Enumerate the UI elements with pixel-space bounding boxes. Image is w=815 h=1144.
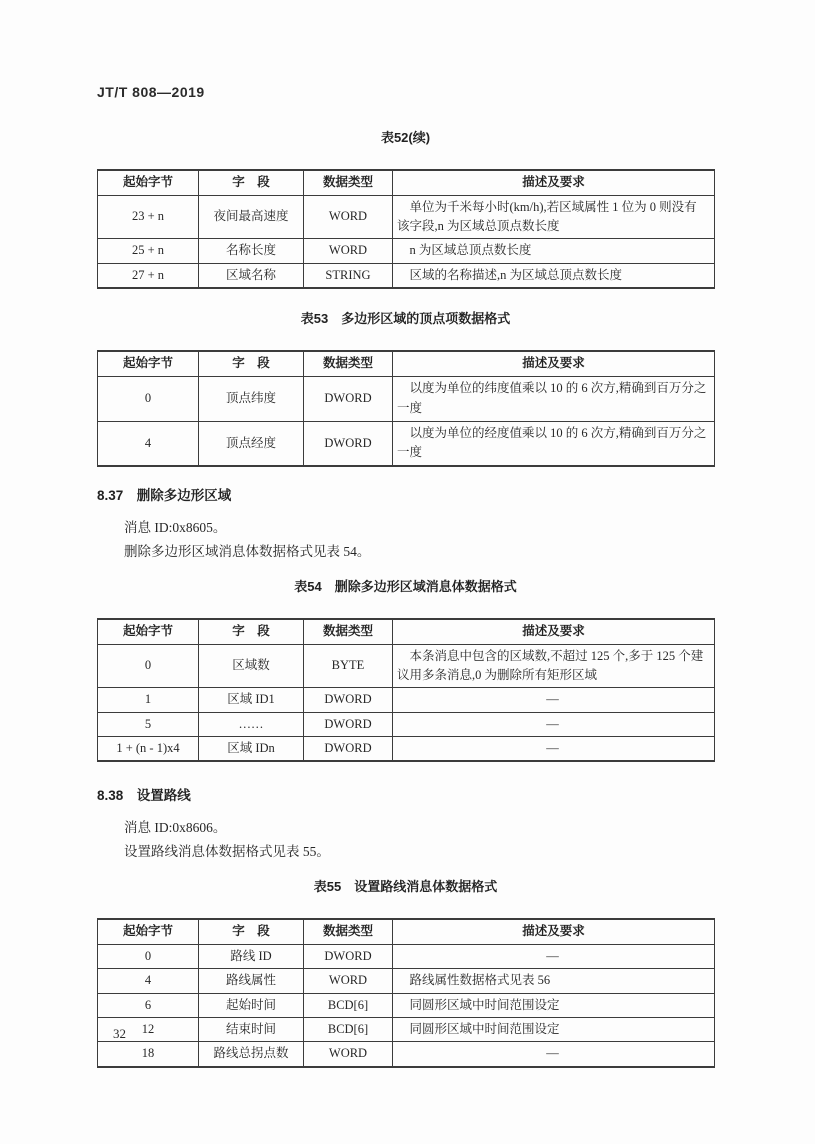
cell-data-type: WORD <box>304 1042 393 1067</box>
table-header-row <box>98 619 715 644</box>
cell-description: 以度为单位的经度值乘以 10 的 6 次方,精确到百万分之一度 <box>393 421 715 466</box>
cell-start-byte: 4 <box>98 969 199 993</box>
col-header-description: 描述及要求 <box>393 919 715 944</box>
cell-description: 以度为单位的纬度值乘以 10 的 6 次方,精确到百万分之一度 <box>393 376 715 421</box>
cell-start-byte: 27 + n <box>98 263 199 288</box>
table-54 <box>97 618 715 762</box>
table-row <box>98 688 715 712</box>
cell-start-byte: 0 <box>98 644 199 688</box>
cell-description: 同圆形区域中时间范围设定 <box>393 993 715 1017</box>
table-row <box>98 376 715 421</box>
cell-field: 名称长度 <box>199 239 304 263</box>
cell-field: 起始时间 <box>199 993 304 1017</box>
cell-start-byte: 5 <box>98 712 199 736</box>
cell-data-type: BYTE <box>304 644 393 688</box>
table52-title: 表52(续) <box>380 130 431 145</box>
section-heading-8-38: 8.38 设置路线 <box>97 788 191 804</box>
cell-data-type: STRING <box>304 263 393 288</box>
cell-data-type: WORD <box>304 239 393 263</box>
cell-data-type: BCD[6] <box>304 1018 393 1042</box>
cell-field: 区域 ID1 <box>199 688 304 712</box>
col-header-field: 字 段 <box>199 919 304 944</box>
message-id-paragraph: 消息 ID:0x8605。 <box>124 520 227 535</box>
col-header-field: 字 段 <box>199 619 304 644</box>
cell-description: 同圆形区域中时间范围设定 <box>393 1018 715 1042</box>
cell-description: — <box>393 944 715 968</box>
col-header-data-type: 数据类型 <box>304 351 393 376</box>
cell-field: 区域 IDn <box>199 737 304 762</box>
table55-title: 表55 设置路线消息体数据格式 <box>313 879 498 895</box>
table53-title: 表53 多边形区域的顶点项数据格式 <box>300 311 511 326</box>
table-header-row <box>98 351 715 376</box>
cell-start-byte: 23 + n <box>98 195 199 239</box>
table-row <box>98 263 715 288</box>
cell-data-type: WORD <box>304 195 393 239</box>
cell-field: 区域数 <box>199 644 304 688</box>
cell-field: 区域名称 <box>199 263 304 288</box>
cell-start-byte: 1 <box>98 688 199 712</box>
col-header-data-type: 数据类型 <box>304 619 393 644</box>
section-8-37-paragraphs <box>97 516 714 564</box>
cell-description: 单位为千米每小时(km/h),若区域属性 1 位为 0 则没有该字段,n 为区域总顶点数长度 <box>393 195 715 239</box>
cell-description: 路线属性数据格式见表 56 <box>393 969 715 993</box>
page-number: 32 <box>113 1026 126 1041</box>
cell-start-byte: 1 + (n - 1)x4 <box>98 737 199 762</box>
cell-data-type: DWORD <box>304 376 393 421</box>
col-header-data-type: 数据类型 <box>304 919 393 944</box>
cell-field: 路线 ID <box>199 944 304 968</box>
cell-start-byte: 18 <box>98 1042 199 1067</box>
cell-field: 夜间最高速度 <box>199 195 304 239</box>
section-heading-8-37: 8.37 删除多边形区域 <box>97 488 232 503</box>
table-52-continued <box>97 169 715 289</box>
cell-data-type: DWORD <box>304 712 393 736</box>
col-header-description: 描述及要求 <box>393 619 715 644</box>
cell-start-byte: 6 <box>98 993 199 1017</box>
table-row <box>98 1042 715 1067</box>
col-header-field: 字 段 <box>199 351 304 376</box>
table-row <box>98 421 715 466</box>
col-header-start-byte: 起始字节 <box>98 351 199 376</box>
cell-data-type: DWORD <box>304 421 393 466</box>
col-header-description: 描述及要求 <box>393 170 715 195</box>
cell-description: 区域的名称描述,n 为区域总顶点数长度 <box>393 263 715 288</box>
cell-data-type: DWORD <box>304 688 393 712</box>
table-53 <box>97 350 715 467</box>
cell-field: 路线属性 <box>199 969 304 993</box>
running-header: JT/T 808—2019 <box>97 84 205 100</box>
col-header-description: 描述及要求 <box>393 351 715 376</box>
section-8-38-paragraphs <box>97 816 714 864</box>
table54-title: 表54 删除多边形区域消息体数据格式 <box>294 579 517 594</box>
cell-field: 路线总拐点数 <box>199 1042 304 1067</box>
cell-start-byte: 0 <box>98 944 199 968</box>
table-header-row <box>98 919 715 944</box>
col-header-start-byte: 起始字节 <box>98 170 199 195</box>
table-row <box>98 644 715 688</box>
cell-description: — <box>393 712 715 736</box>
cell-field: …… <box>199 712 304 736</box>
table-header-row <box>98 170 715 195</box>
cell-field: 结束时间 <box>199 1018 304 1042</box>
table-reference-paragraph: 删除多边形区域消息体数据格式见表 54。 <box>124 544 371 559</box>
table-row <box>98 944 715 968</box>
cell-start-byte: 4 <box>98 421 199 466</box>
cell-start-byte: 12 <box>98 1018 199 1042</box>
table-row <box>98 969 715 993</box>
message-id-paragraph: 消息 ID:0x8606。 <box>124 820 227 836</box>
cell-data-type: WORD <box>304 969 393 993</box>
cell-field: 顶点纬度 <box>199 376 304 421</box>
table-row <box>98 1018 715 1042</box>
col-header-field: 字 段 <box>199 170 304 195</box>
cell-description: — <box>393 1042 715 1067</box>
cell-description: 本条消息中包含的区域数,不超过 125 个,多于 125 个建议用多条消息,0 为删除所有矩形区域 <box>393 644 715 688</box>
cell-start-byte: 0 <box>98 376 199 421</box>
table-row <box>98 712 715 736</box>
cell-description: — <box>393 688 715 712</box>
cell-field: 顶点经度 <box>199 421 304 466</box>
table-row <box>98 993 715 1017</box>
cell-data-type: DWORD <box>304 944 393 968</box>
table-row <box>98 239 715 263</box>
cell-data-type: BCD[6] <box>304 993 393 1017</box>
table-reference-paragraph: 设置路线消息体数据格式见表 55。 <box>124 844 330 860</box>
col-header-start-byte: 起始字节 <box>98 619 199 644</box>
table-row <box>98 737 715 762</box>
cell-description: — <box>393 737 715 762</box>
table-row <box>98 195 715 239</box>
table-55 <box>97 918 715 1067</box>
col-header-data-type: 数据类型 <box>304 170 393 195</box>
cell-start-byte: 25 + n <box>98 239 199 263</box>
cell-data-type: DWORD <box>304 737 393 762</box>
col-header-start-byte: 起始字节 <box>98 919 199 944</box>
cell-description: n 为区域总顶点数长度 <box>393 239 715 263</box>
